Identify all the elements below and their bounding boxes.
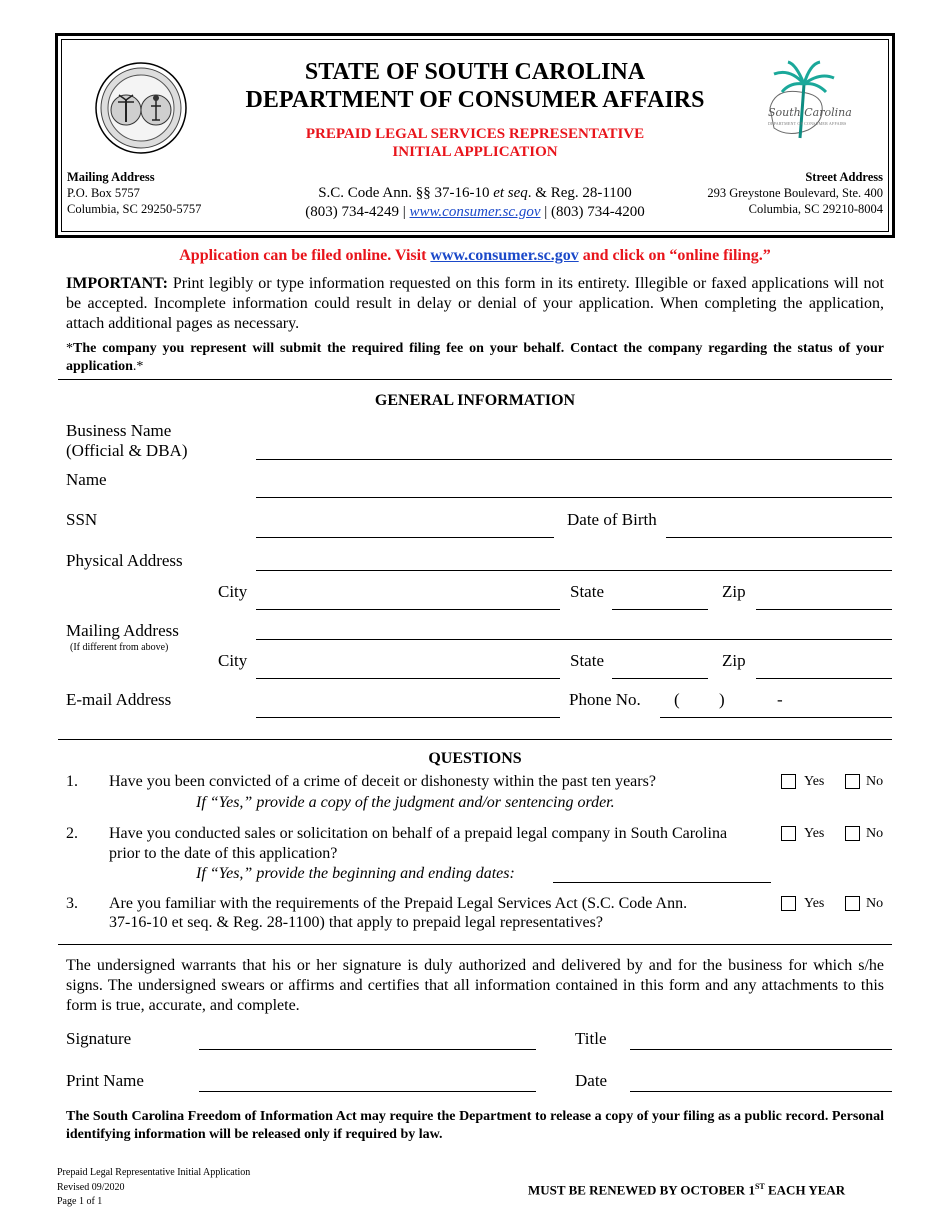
divider-questions <box>58 944 892 945</box>
mailing-address-field[interactable] <box>256 639 892 640</box>
online-filing-notice: Application can be filed online. Visit www.consumer.sc.gov and click on “online filing.” <box>179 247 771 264</box>
renewal-notice: MUST BE RENEWED BY OCTOBER 1ST EACH YEAR <box>528 1182 846 1198</box>
signature-field[interactable] <box>199 1049 536 1050</box>
date-field[interactable] <box>630 1091 892 1092</box>
q3-text-line1: Are you familiar with the requirements of the Prepaid Legal Services Act (S.C. Code Ann. <box>109 895 688 912</box>
q2-text-line1: Have you conducted sales or solicitation on behalf of a prepaid legal company in South Carolina <box>109 825 728 842</box>
q2-no-label: No <box>866 826 884 841</box>
business-name-label: Business Name <box>66 421 172 440</box>
street-heading: Street Address <box>805 170 883 184</box>
physical-zip-label: Zip <box>722 582 746 601</box>
title-state: STATE OF SOUTH CAROLINA <box>304 59 646 85</box>
mailing-state-field[interactable] <box>612 678 708 679</box>
form-title-line1: PREPAID LEGAL SERVICES REPRESENTATIVE <box>305 126 645 142</box>
dob-field[interactable] <box>666 537 892 538</box>
q3-no-checkbox[interactable] <box>845 896 860 911</box>
mailing-zip-field[interactable] <box>756 678 892 679</box>
phone-paren-close: ) <box>719 690 725 709</box>
title-field[interactable] <box>630 1049 892 1050</box>
physical-city-field[interactable] <box>256 609 560 610</box>
mailing-state-label: State <box>570 651 604 670</box>
form-title-line2: INITIAL APPLICATION <box>392 144 558 160</box>
q2-number: 2. <box>66 825 78 842</box>
important-paragraph: IMPORTANT: Print legibly or type information requested on this form in its entirety. Illegible or faxed applications will not be accepted. Incomplete information could result in delay or denial of your application. When completing the application, attach additional pages as necessary. <box>66 275 884 332</box>
print-name-field[interactable] <box>199 1091 536 1092</box>
physical-state-label: State <box>570 582 604 601</box>
phone-dash: - <box>777 690 783 709</box>
fee-note: *The company you represent will submit the required filing fee on your behalf. Contact the company regarding the status of your application.* <box>66 341 884 374</box>
q2-no-checkbox[interactable] <box>845 826 860 841</box>
physical-address-field[interactable] <box>256 570 892 571</box>
street-line1: 293 Greystone Boulevard, Ste. 400 <box>707 186 883 200</box>
signature-label: Signature <box>66 1029 132 1048</box>
questions-heading: QUESTIONS <box>428 750 522 767</box>
print-name-label: Print Name <box>66 1071 144 1090</box>
physical-state-field[interactable] <box>612 609 708 610</box>
name-field[interactable] <box>256 497 892 498</box>
q1-no-label: No <box>866 774 884 789</box>
q1-text: Have you been convicted of a crime of deceit or dishonesty within the past ten years? <box>109 773 656 790</box>
website-link[interactable]: www.consumer.sc.gov <box>409 204 541 220</box>
q3-yes-checkbox[interactable] <box>781 896 796 911</box>
q1-yes-checkbox[interactable] <box>781 774 796 789</box>
foia-notice: The South Carolina Freedom of Information Act may require the Department to release a copy of your filing as a public record. Personal identifying information will be released only if required by law. <box>66 1109 884 1142</box>
title-label: Title <box>575 1029 607 1048</box>
q1-note: If “Yes,” provide a copy of the judgment and/or sentencing order. <box>196 794 615 811</box>
phone-label: Phone No. <box>569 690 641 709</box>
q3-number: 3. <box>66 895 78 912</box>
dob-label: Date of Birth <box>567 510 657 529</box>
title-department: DEPARTMENT OF CONSUMER AFFAIRS <box>245 87 705 113</box>
mailing-city-field[interactable] <box>256 678 560 679</box>
divider-general <box>58 739 892 740</box>
q3-no-label: No <box>866 896 884 911</box>
mailing-line2: Columbia, SC 29250-5757 <box>67 202 202 216</box>
q3-yes-label: Yes <box>804 896 825 911</box>
footer-form-name: Prepaid Legal Representative Initial Application <box>57 1167 251 1178</box>
mailing-zip-label: Zip <box>722 651 746 670</box>
logo-text: South Carolina <box>768 106 852 119</box>
physical-city-label: City <box>218 582 248 601</box>
business-name-sublabel: (Official & DBA) <box>66 441 188 460</box>
q1-no-checkbox[interactable] <box>845 774 860 789</box>
footer-page-number: Page 1 of 1 <box>57 1196 103 1207</box>
q2-text-line2: prior to the date of this application? <box>109 845 338 862</box>
q2-dates-field[interactable] <box>553 882 771 883</box>
mailing-city-label: City <box>218 651 248 670</box>
q2-yes-checkbox[interactable] <box>781 826 796 841</box>
footer-revised: Revised 09/2020 <box>57 1182 125 1193</box>
mailing-line1: P.O. Box 5757 <box>67 186 140 200</box>
email-field[interactable] <box>256 717 560 718</box>
ssn-label: SSN <box>66 510 98 529</box>
q2-note: If “Yes,” provide the beginning and ending dates: <box>196 865 515 882</box>
phone-field[interactable] <box>660 717 892 718</box>
business-name-field[interactable] <box>256 459 892 460</box>
q3-text-line2: 37-16-10 et seq. & Reg. 28-1100) that apply to prepaid legal representatives? <box>109 914 603 931</box>
physical-address-label: Physical Address <box>66 551 183 570</box>
divider-top <box>58 379 892 380</box>
date-label: Date <box>575 1071 608 1090</box>
q2-yes-label: Yes <box>804 826 825 841</box>
q1-yes-label: Yes <box>804 774 825 789</box>
code-citation: S.C. Code Ann. §§ 37-16-10 et seq. & Reg. 28-1100 <box>318 185 632 201</box>
physical-zip-field[interactable] <box>756 609 892 610</box>
logo-subtext: DEPARTMENT OF CONSUMER AFFAIRS <box>768 121 847 126</box>
mailing-heading: Mailing Address <box>67 170 155 184</box>
email-label: E-mail Address <box>66 690 172 709</box>
name-label: Name <box>66 470 107 489</box>
general-heading: GENERAL INFORMATION <box>374 392 576 409</box>
q1-number: 1. <box>66 773 78 790</box>
mailing-address-label: Mailing Address <box>66 621 179 640</box>
phone-paren-open: ( <box>674 690 680 709</box>
mailing-address-note: (If different from above) <box>70 642 169 653</box>
street-line2: Columbia, SC 29210-8004 <box>748 202 883 216</box>
ssn-field[interactable] <box>256 537 554 538</box>
attestation-text: The undersigned warrants that his or her signature is duly authorized and delivered by and for the business for which s/he signs. The undersigned swears or affirms and certifies that all information contained in this form and any attachments to this form is true, accurate, and complete. <box>66 957 884 1014</box>
contact-line: (803) 734-4249 | www.consumer.sc.gov | (803) 734-4200 <box>305 204 645 220</box>
online-filing-link[interactable]: www.consumer.sc.gov <box>430 247 579 264</box>
